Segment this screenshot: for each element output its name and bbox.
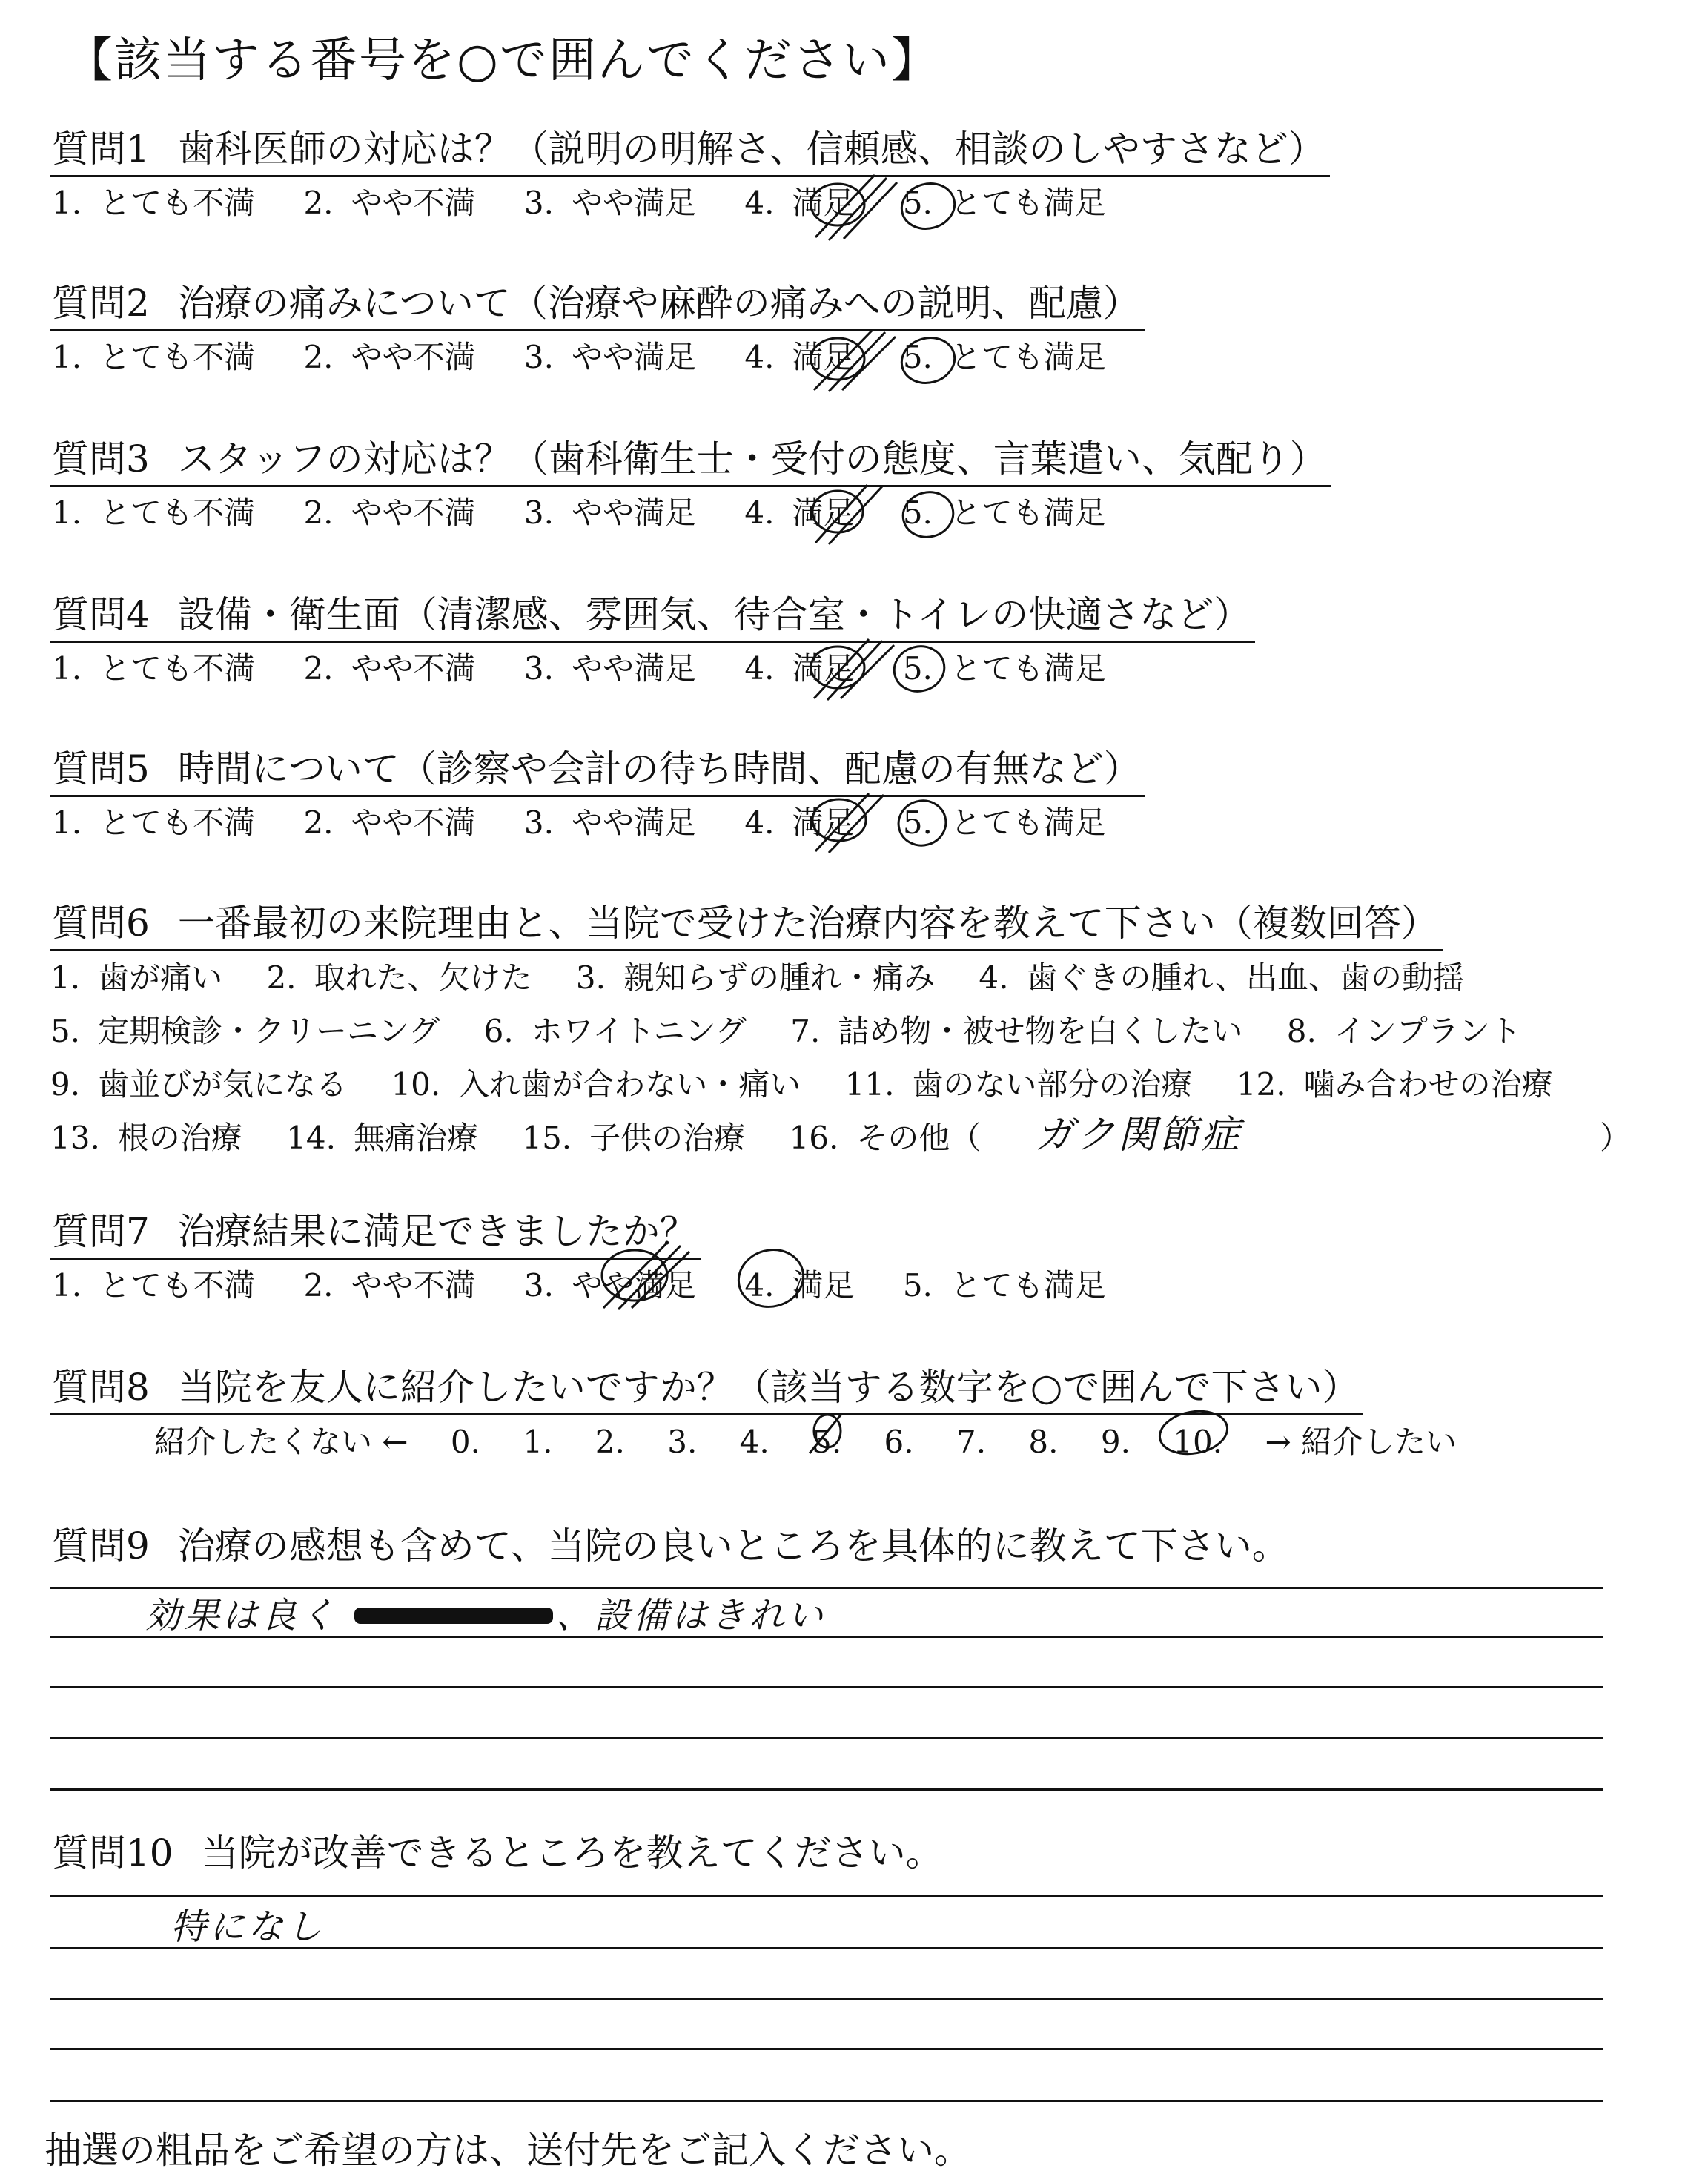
- question-8-title: [50, 1363, 1363, 1415]
- question-number: 質問4: [52, 593, 150, 636]
- option-2[interactable]: 2. やや不満: [303, 1267, 476, 1304]
- option-2[interactable]: 2. やや不満: [303, 804, 476, 841]
- question-4-title: [50, 590, 1255, 643]
- question-number: 質問5: [52, 747, 150, 790]
- scale-3[interactable]: 3.: [667, 1424, 698, 1460]
- question-5: [50, 744, 1145, 849]
- question-text: スタッフの対応は？（歯科衛生士・受付の態度、言葉遣い、気配り）: [177, 437, 1327, 480]
- reason-option-2[interactable]: 2. 取れた、欠けた: [266, 959, 532, 996]
- reason-option-7[interactable]: 7. 詰め物・被せ物を白くしたい: [790, 1013, 1243, 1049]
- option-1[interactable]: 1. とても不満: [52, 1267, 256, 1304]
- reason-option-11[interactable]: 11. 歯のない部分の治療: [844, 1066, 1193, 1103]
- scale-10[interactable]: 10.: [1173, 1424, 1223, 1460]
- answer-line: [50, 2048, 1603, 2050]
- question-4: [50, 590, 1255, 695]
- rating-options: [52, 643, 1255, 695]
- reason-option-12[interactable]: 12. 噛み合わせの治療: [1236, 1066, 1553, 1103]
- q10-answer[interactable]: 特になし: [171, 1906, 325, 1948]
- option-2[interactable]: 2. やや不満: [303, 495, 476, 531]
- option-4[interactable]: 4. 満足: [744, 1267, 855, 1304]
- option-4[interactable]: 4. 満足: [744, 804, 855, 841]
- reason-option-3[interactable]: 3. 親知らずの腫れ・痛み: [575, 959, 935, 996]
- reason-option-5[interactable]: 5. 定期検診・クリーニング: [50, 1013, 440, 1049]
- option-5[interactable]: 5. とても満足: [902, 495, 1106, 531]
- question-text: 当院を友人に紹介したいですか？（該当する数字を○で囲んで下さい）: [177, 1366, 1360, 1409]
- reason-option-8[interactable]: 8. インプラント: [1286, 1013, 1521, 1049]
- question-number: 質問8: [52, 1366, 150, 1409]
- question-10: [50, 1828, 947, 1879]
- question-3: [50, 435, 1331, 539]
- option-1[interactable]: 1. とても不満: [52, 650, 256, 687]
- option-1[interactable]: 1. とても不満: [52, 339, 256, 375]
- other-answer-handwriting[interactable]: ガク関節症: [1035, 1113, 1243, 1157]
- scale-left-label: 紹介したくない ←: [154, 1424, 408, 1460]
- question-text: 治療の感想も含めて、当院の良いところを具体的に教えて下さい。: [177, 1524, 1289, 1567]
- reason-option-4[interactable]: 4. 歯ぐきの腫れ、出血、歯の動揺: [979, 959, 1464, 996]
- rating-options: [52, 177, 1330, 229]
- option-5[interactable]: 5. とても満足: [902, 339, 1106, 375]
- option-5[interactable]: 5. とても満足: [902, 804, 1106, 841]
- question-number: 質問1: [52, 128, 150, 171]
- question-number: 質問9: [52, 1524, 150, 1567]
- option-4[interactable]: 4. 満足: [744, 650, 855, 687]
- scale-2[interactable]: 2.: [595, 1424, 625, 1460]
- question-text: 当院が改善できるところを教えてください。: [201, 1831, 943, 1874]
- option-3[interactable]: 3. やや満足: [523, 804, 696, 841]
- reason-option-10[interactable]: 10. 入れ歯が合わない・痛い: [391, 1066, 801, 1103]
- question-6-title: [50, 899, 1443, 951]
- scale-7[interactable]: 7.: [956, 1424, 987, 1460]
- recommend-scale: [154, 1415, 1489, 1469]
- scale-1[interactable]: 1.: [523, 1424, 553, 1460]
- q9-answer-part-1[interactable]: 効果は良く: [145, 1595, 339, 1636]
- question-text: 設備・衛生面（清潔感、雰囲気、待合室・トイレの快適さなど）: [177, 593, 1251, 636]
- question-2: [50, 279, 1145, 383]
- reason-row: [50, 951, 1587, 1005]
- question-text: 歯科医師の対応は？（説明の明解さ、信頼感、相談のしやすさなど）: [177, 128, 1325, 171]
- form-header: 【該当する番号を○で囲んでください】: [65, 33, 940, 88]
- reason-option-16[interactable]: 16. その他（: [789, 1120, 982, 1156]
- scale-5[interactable]: 5.: [812, 1424, 842, 1460]
- question-number: 質問3: [52, 437, 150, 480]
- rating-options: [52, 797, 1145, 849]
- reason-row: [50, 1005, 1587, 1058]
- answer-line: [50, 1998, 1603, 2000]
- reason-row: [50, 1058, 1587, 1111]
- scale-4[interactable]: 4.: [739, 1424, 769, 1460]
- answer-line: [50, 1737, 1603, 1739]
- question-number: 質問7: [52, 1210, 150, 1253]
- reason-option-15[interactable]: 15. 子供の治療: [522, 1120, 746, 1156]
- option-5[interactable]: 5. とても満足: [902, 650, 1106, 687]
- reason-options: [50, 951, 1632, 1165]
- option-1[interactable]: 1. とても不満: [52, 185, 256, 221]
- option-4[interactable]: 4. 満足: [744, 185, 855, 221]
- rating-options: [52, 487, 1331, 539]
- question-text: 治療の痛みについて（治療や麻酔の痛みへの説明、配慮）: [177, 282, 1140, 325]
- question-number: 質問2: [52, 282, 150, 325]
- question-1: [50, 125, 1330, 229]
- question-3-title: [50, 435, 1331, 487]
- reason-option-9[interactable]: 9. 歯並びが気になる: [50, 1066, 348, 1103]
- scale-6[interactable]: 6.: [884, 1424, 914, 1460]
- question-9-title: [50, 1522, 1294, 1572]
- option-1[interactable]: 1. とても不満: [52, 804, 256, 841]
- question-2-title: [50, 279, 1145, 331]
- question-7-title: [50, 1207, 701, 1260]
- footer-note: 抽選の粗品をご希望の方は、送付先をご記入ください。: [44, 2129, 971, 2172]
- scale-8[interactable]: 8.: [1028, 1424, 1059, 1460]
- reason-row: [50, 1111, 1632, 1165]
- option-2[interactable]: 2. やや不満: [303, 185, 476, 221]
- answer-line: [50, 1788, 1603, 1791]
- option-4[interactable]: 4. 満足: [744, 339, 855, 375]
- reason-option-1[interactable]: 1. 歯が痛い: [50, 959, 223, 996]
- redaction-scribble: [354, 1608, 553, 1624]
- question-6: [50, 899, 1632, 1165]
- rating-options: [52, 331, 1145, 383]
- scale-9[interactable]: 9.: [1100, 1424, 1131, 1460]
- question-text: 一番最初の来院理由と、当院で受けた治療内容を教えて下さい（複数回答）: [177, 902, 1438, 945]
- question-7: [50, 1207, 1145, 1312]
- scale-right-label: → 紹介したい: [1265, 1424, 1457, 1460]
- question-9: [50, 1522, 1294, 1572]
- question-1-title: [50, 125, 1330, 177]
- question-10-title: [50, 1828, 947, 1879]
- option-3[interactable]: 3. やや満足: [523, 185, 696, 221]
- option-3[interactable]: 3. やや満足: [523, 650, 696, 687]
- option-4[interactable]: 4. 満足: [744, 495, 855, 531]
- option-3[interactable]: 3. やや満足: [523, 495, 696, 531]
- q9-answer-part-2[interactable]: 、設備はきれい: [556, 1595, 827, 1636]
- other-close-paren: ）: [1600, 1120, 1632, 1156]
- reason-option-14[interactable]: 14. 無痛治療: [286, 1120, 478, 1156]
- option-3[interactable]: 3. やや満足: [523, 1267, 696, 1304]
- question-text: 時間について（診察や会計の待ち時間、配慮の有無など）: [177, 747, 1141, 790]
- option-2[interactable]: 2. やや不満: [303, 339, 476, 375]
- question-text: 治療結果に満足できましたか？: [177, 1210, 697, 1253]
- reason-option-13[interactable]: 13. 根の治療: [50, 1120, 242, 1156]
- question-5-title: [50, 744, 1145, 797]
- answer-line: [50, 1895, 1603, 1897]
- reason-option-6[interactable]: 6. ホワイトニング: [483, 1013, 747, 1049]
- option-2[interactable]: 2. やや不満: [303, 650, 476, 687]
- scale-0[interactable]: 0.: [450, 1424, 480, 1460]
- rating-options: [52, 1260, 1145, 1312]
- question-number: 質問10: [52, 1831, 173, 1874]
- option-5[interactable]: 5. とても満足: [902, 185, 1106, 221]
- option-5[interactable]: 5. とても満足: [902, 1267, 1106, 1304]
- option-1[interactable]: 1. とても不満: [52, 495, 256, 531]
- question-number: 質問6: [52, 902, 150, 945]
- answer-line: [50, 2100, 1603, 2102]
- answer-line: [50, 1686, 1603, 1688]
- option-3[interactable]: 3. やや満足: [523, 339, 696, 375]
- question-8: [50, 1363, 1489, 1469]
